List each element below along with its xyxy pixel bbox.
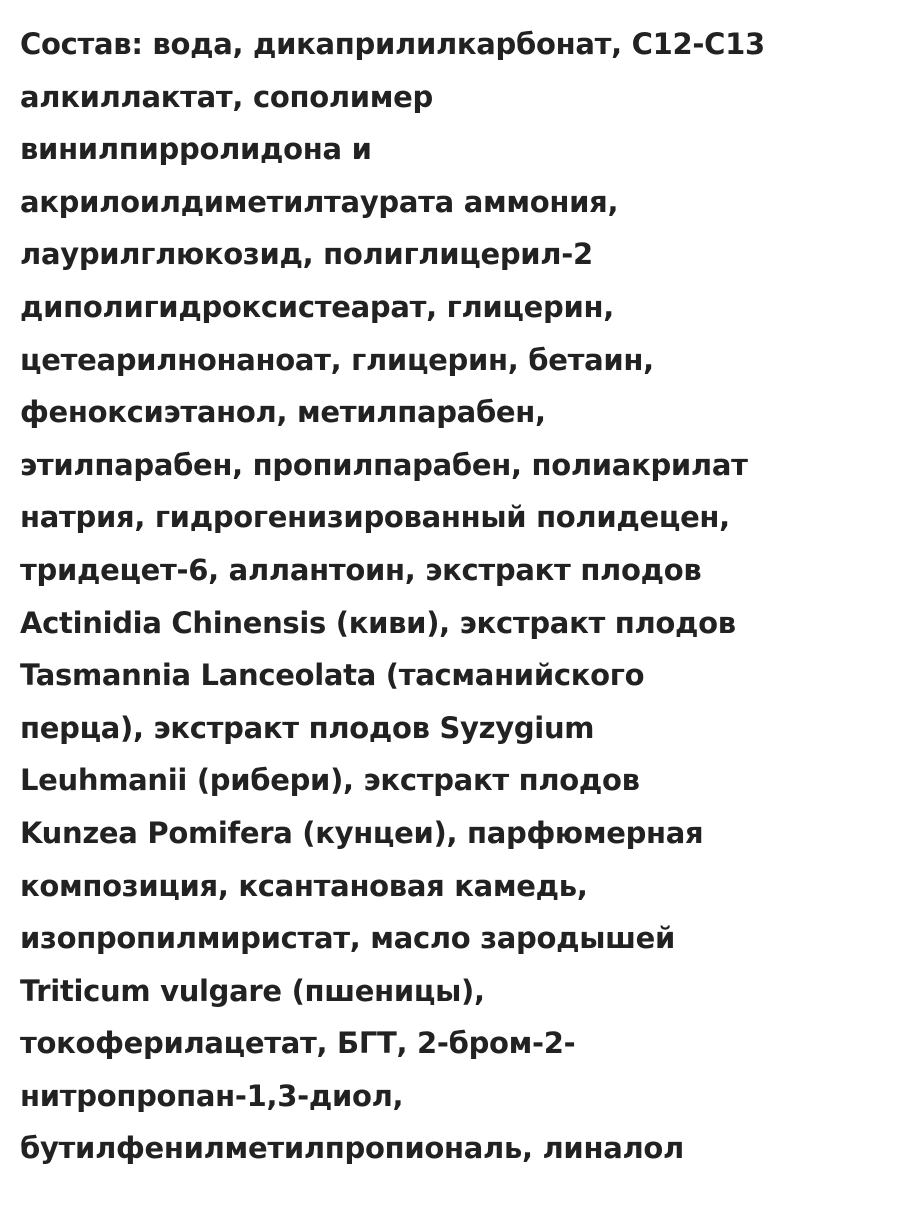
ingredients-line: перца), экстракт плодов Syzygium	[20, 710, 595, 745]
ingredients-line: натрия, гидрогенизированный полидецен,	[20, 500, 730, 535]
ingredients-line: бутилфенилметилпропиональ, линалол	[20, 1131, 684, 1166]
ingredients-line: Triticum vulgare (пшеницы),	[20, 973, 485, 1008]
ingredients-line: нитропропан-1,3-диол,	[20, 1078, 404, 1113]
ingredients-line: винилпирролидона и	[20, 132, 372, 167]
ingredients-line: Kunzea Pomifera (кунцеи), парфюмерная	[20, 815, 704, 850]
ingredients-line: цетеарилнонаноат, глицерин, бетаин,	[20, 342, 654, 377]
ingredients-line: диполигидроксистеарат, глицерин,	[20, 289, 614, 324]
ingredients-line: акрилоилдиметилтаурата аммония,	[20, 184, 619, 219]
ingredients-line: тридецет-6, аллантоин, экстракт плодов	[20, 552, 702, 587]
ingredients-line: изопропилмиристат, масло зародышей	[20, 921, 676, 956]
ingredients-line: алкиллактат, сополимер	[20, 79, 434, 114]
ingredients-text	[20, 18, 912, 1175]
ingredients-line: токоферилацетат, БГТ, 2-бром-2-	[20, 1026, 576, 1061]
ingredients-line: лаурилглюкозид, полиглицерил-2	[20, 237, 593, 272]
ingredients-line: феноксиэтанол, метилпарабен,	[20, 395, 546, 430]
ingredients-line: Leuhmanii (рибери), экстракт плодов	[20, 763, 640, 798]
ingredients-line: Actinidia Chinensis (киви), экстракт плодов	[20, 605, 736, 640]
ingredients-line: Tasmannia Lanceolata (тасманийского	[20, 658, 645, 693]
ingredients-line: композиция, ксантановая камедь,	[20, 868, 588, 903]
ingredients-line: Состав: вода, дикаприлилкарбонат, С12-С13	[20, 27, 765, 61]
ingredients-line: этилпарабен, пропилпарабен, полиакрилат	[20, 447, 748, 482]
